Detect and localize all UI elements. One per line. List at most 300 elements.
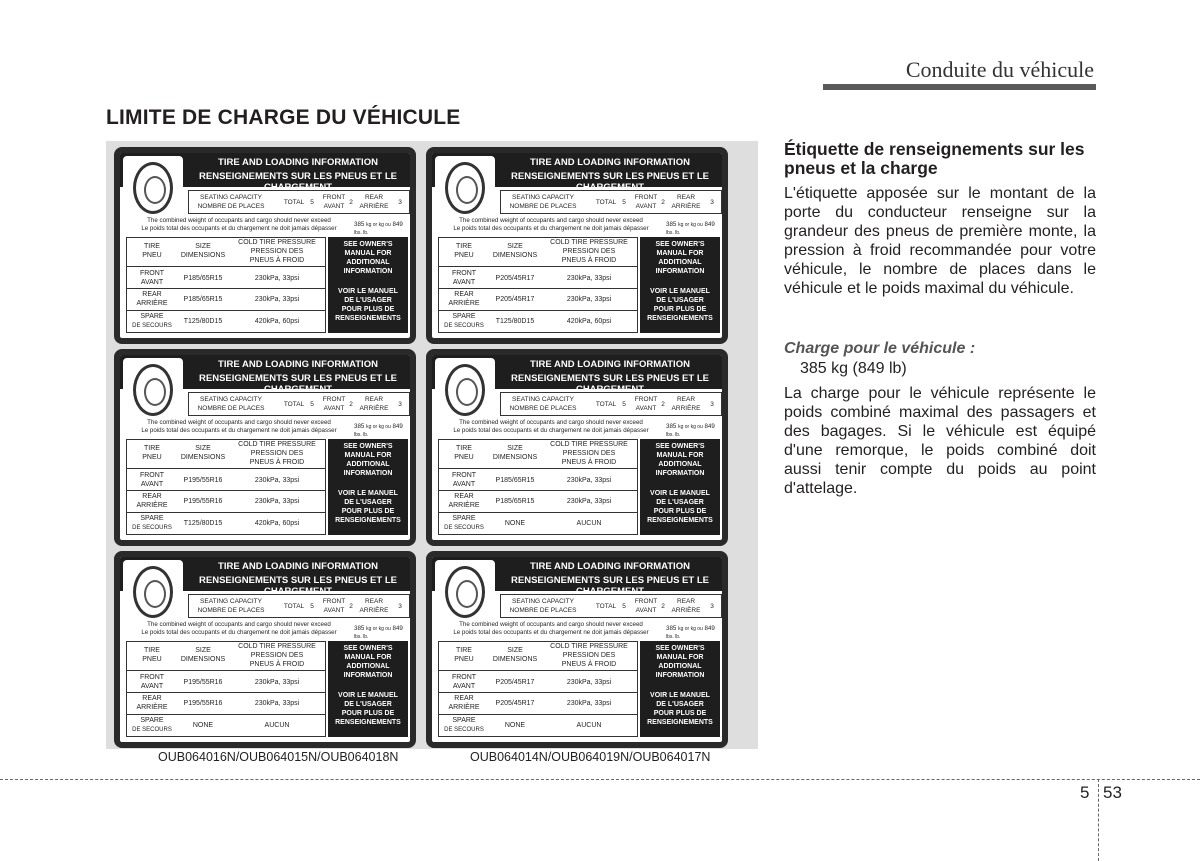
rear-size: P205/45R17 [495,296,535,303]
front-value: 2 [349,401,353,408]
weight-kg-unit: kg or kg ou [366,626,391,632]
weight-kg: 385 [354,625,365,632]
note-line: VOIR LE MANUEL [650,692,710,699]
rear-pressure: 230kPa, 33psi [254,296,300,303]
col-tire: TIRE [456,243,472,250]
note-fr [328,287,408,323]
row-spare: SPARE [140,717,164,724]
table-rule [439,288,637,289]
row-spare: SPARE [140,313,164,320]
col-size: SIZE [195,243,211,250]
chapter-title: Conduite du véhicule [905,57,1094,82]
label-title-fr: RENSEIGNEMENTS SUR LES PNEUS ET LE CHARGEMENT [511,373,709,395]
table-rule [127,310,325,311]
row-rear-fr: ARRIÈRE [448,300,480,307]
section-title: LIMITE DE CHARGE DU VÉHICULE [106,106,461,129]
seating-capacity-row [188,190,410,214]
front-label-fr: AVANT [323,607,345,614]
col-pressure: COLD TIRE PRESSURE [550,441,628,448]
rear-pressure: 230kPa, 33psi [254,700,300,707]
subheading: Étiquette de renseignements sur les pneus et la charge [784,139,1085,178]
spare-size: T125/80D15 [495,318,535,325]
spare-pressure: AUCUN [576,722,602,729]
note-en [328,644,408,680]
col-pressure: COLD TIRE PRESSURE [238,441,316,448]
weight-lbs: 849 [704,221,715,228]
rear-value: 3 [398,603,402,610]
rear-size: P205/45R17 [495,700,535,707]
col-size-fr: DIMENSIONS [180,454,226,461]
col-size: SIZE [507,647,523,654]
row-front-fr: AVANT [452,683,476,690]
tire-label-6 [426,551,728,748]
seating-label-en: SEATING CAPACITY [200,396,262,403]
rear-label: REAR [364,194,384,201]
tire-label-2 [426,147,728,344]
label-title-en: TIRE AND LOADING INFORMATION [218,561,378,572]
row-rear-fr: ARRIÈRE [136,502,168,509]
weight-row [128,217,410,235]
col-pressure: COLD TIRE PRESSURE [238,643,316,650]
note-line: DE L'USAGER [344,701,392,708]
note-fr [328,489,408,525]
header-rule [823,84,1096,90]
rear-label: REAR [676,194,696,201]
row-rear-fr: ARRIÈRE [448,502,480,509]
rear-size: P195/55R16 [183,700,223,707]
label-title-en: TIRE AND LOADING INFORMATION [218,359,378,370]
row-spare-fr: DE SECOURS [132,727,172,733]
table-rule [439,512,637,513]
spare-pressure: 420kPa, 60psi [254,318,300,325]
front-label: FRONT [634,598,658,605]
note-line: RENSEIGNEMENTS [647,315,713,322]
note-line: DE L'USAGER [344,499,392,506]
wheel-icon-box [123,560,183,624]
col-tire-fr: PNEU [142,252,162,259]
note-en [328,442,408,478]
tire-table [438,641,638,737]
row-rear-fr: ARRIÈRE [136,300,168,307]
note-line: MANUAL FOR [344,250,392,257]
wheel-icon [133,566,173,618]
note-fr [640,489,720,525]
weight-kg-unit: kg or kg ou [678,222,703,228]
label-title-en: TIRE AND LOADING INFORMATION [530,157,690,168]
rear-value: 3 [710,603,714,610]
row-front-fr: AVANT [452,481,476,488]
note-line: RENSEIGNEMENTS [335,517,401,524]
row-rear-fr: ARRIÈRE [448,704,480,711]
front-pressure: 230kPa, 33psi [254,477,300,484]
paragraph-label-info: L'étiquette apposée sur le montant de la porte du conducteur renseigne sur la grandeur des pneus de première monte, la pression à froid recommandée pour votre véhicule, le nombre de places dans le véhicule et le poids maximal du véhicule. [784,185,1096,297]
weight-row [128,621,410,639]
row-rear: REAR [142,291,162,298]
weight-kg-unit: kg or kg ou [366,222,391,228]
total-label: TOTAL [595,401,617,408]
row-rear: REAR [454,695,474,702]
table-rule [127,692,325,693]
front-label-fr: AVANT [323,203,345,210]
footer-divider [1098,779,1099,861]
note-line: POUR PLUS DE [341,306,395,313]
seating-label-fr: NOMBRE DE PLACES [509,203,577,210]
table-rule [127,714,325,715]
rear-pressure: 230kPa, 33psi [566,700,612,707]
rear-size: P195/55R16 [183,498,223,505]
table-rule [439,714,637,715]
front-size: P195/55R16 [183,679,223,686]
tire-table [126,439,326,535]
footer-rule [0,779,1200,780]
spare-size: T125/80D15 [183,520,223,527]
table-rule [127,288,325,289]
note-line: DE L'USAGER [656,701,704,708]
col-size-fr: DIMENSIONS [180,656,226,663]
table-rule [127,468,325,469]
front-value: 2 [349,199,353,206]
charge-value: 385 kg (849 lb) [800,360,907,377]
row-front: FRONT [451,674,477,681]
row-rear: REAR [142,493,162,500]
tire-label-1 [114,147,416,344]
note-line: POUR PLUS DE [341,710,395,717]
total-value: 5 [622,603,626,610]
front-label-fr: AVANT [635,405,657,412]
col-tire: TIRE [144,243,160,250]
rear-label-fr: ARRIÈRE [671,607,701,614]
col-tire-fr: PNEU [142,656,162,663]
col-tire-fr: PNEU [454,454,474,461]
note-line: ADDITIONAL [346,259,390,266]
tire-table [126,641,326,737]
row-spare: SPARE [452,717,476,724]
note-line: RENSEIGNEMENTS [335,315,401,322]
weight-values [354,423,410,439]
total-label: TOTAL [283,199,305,206]
row-spare: SPARE [452,313,476,320]
rear-pressure: 230kPa, 33psi [566,296,612,303]
tire-label-5 [114,551,416,748]
note-line: SEE OWNER'S [655,645,705,652]
weight-row [440,217,722,235]
seating-label-fr: NOMBRE DE PLACES [197,203,265,210]
col-pressure-fr1: PRESSION DES [562,248,616,255]
col-pressure: COLD TIRE PRESSURE [550,643,628,650]
weight-kg: 385 [354,221,365,228]
rear-value: 3 [710,401,714,408]
wheel-icon [133,162,173,214]
row-front: FRONT [451,270,477,277]
rear-label: REAR [676,598,696,605]
spare-size: NONE [504,520,526,527]
total-label: TOTAL [283,603,305,610]
weight-lbs: 849 [704,423,715,430]
rear-value: 3 [710,199,714,206]
front-pressure: 230kPa, 33psi [566,477,612,484]
row-spare: SPARE [140,515,164,522]
weight-row [440,419,722,437]
col-tire: TIRE [144,445,160,452]
label-title-fr: RENSEIGNEMENTS SUR LES PNEUS ET LE CHARGEMENT [199,171,397,193]
weight-lbs-unit: lbs. lb. [354,634,369,640]
rear-value: 3 [398,199,402,206]
row-spare-fr: DE SECOURS [444,323,484,329]
tire-table [438,237,638,333]
weight-text-fr: Le poids total des occupants et du chargement ne doit jamais dépasser [453,629,649,636]
rear-label-fr: ARRIÈRE [359,607,389,614]
weight-lbs: 849 [392,221,403,228]
note-fr [640,691,720,727]
spare-pressure: AUCUN [576,520,602,527]
spare-size: T125/80D15 [183,318,223,325]
front-size: P185/65R15 [495,477,535,484]
weight-lbs: 849 [392,625,403,632]
front-size: P205/45R17 [495,275,535,282]
note-line: RENSEIGNEMENTS [647,517,713,524]
tire-table [438,439,638,535]
weight-kg-unit: kg or kg ou [678,424,703,430]
row-front: FRONT [139,674,165,681]
weight-values [666,625,722,641]
seating-label-en: SEATING CAPACITY [512,396,574,403]
front-value: 2 [661,603,665,610]
rear-label: REAR [364,598,384,605]
weight-lbs-unit: lbs. lb. [666,432,681,438]
note-line: INFORMATION [655,268,705,275]
note-line: POUR PLUS DE [653,306,707,313]
col-pressure-fr2: PNEUS À FROID [561,661,617,668]
note-line: MANUAL FOR [344,654,392,661]
front-value: 2 [661,401,665,408]
seating-label-fr: NOMBRE DE PLACES [197,405,265,412]
table-rule [127,266,325,267]
row-front-fr: AVANT [140,683,164,690]
weight-text-en: The combined weight of occupants and cargo should never exceed [459,621,643,628]
paragraph-charge: La charge pour le véhicule représente le poids combiné maximal des passagers et des bagages. Si le véhicule est équipé d'une remorque, le poids combiné doit aussi tenir compte du poids au point d'attelage. [784,385,1096,497]
col-size-fr: DIMENSIONS [492,454,538,461]
row-spare-fr: DE SECOURS [132,525,172,531]
front-value: 2 [661,199,665,206]
page-number: 53 [1103,783,1122,802]
weight-text-en: The combined weight of occupants and cargo should never exceed [147,621,331,628]
table-rule [439,310,637,311]
owners-manual-note [640,439,720,535]
table-rule [439,490,637,491]
wheel-icon-box [123,358,183,422]
front-pressure: 230kPa, 33psi [566,679,612,686]
table-rule [439,692,637,693]
weight-text-fr: Le poids total des occupants et du chargement ne doit jamais dépasser [141,629,337,636]
label-title-en: TIRE AND LOADING INFORMATION [530,359,690,370]
weight-values [354,221,410,237]
col-size-fr: DIMENSIONS [492,252,538,259]
total-value: 5 [310,199,314,206]
row-rear: REAR [454,493,474,500]
table-rule [439,670,637,671]
note-line: ADDITIONAL [346,663,390,670]
rear-label-fr: ARRIÈRE [359,203,389,210]
seating-label-en: SEATING CAPACITY [512,598,574,605]
col-pressure: COLD TIRE PRESSURE [238,239,316,246]
spare-pressure: 420kPa, 60psi [254,520,300,527]
rear-label: REAR [676,396,696,403]
weight-values [354,625,410,641]
weight-lbs: 849 [704,625,715,632]
col-pressure-fr1: PRESSION DES [250,248,304,255]
table-rule [439,266,637,267]
table-rule [127,490,325,491]
col-pressure-fr1: PRESSION DES [250,652,304,659]
note-line: VOIR LE MANUEL [650,288,710,295]
row-front: FRONT [451,472,477,479]
rear-label: REAR [364,396,384,403]
owners-manual-note [640,237,720,333]
wheel-icon-box [435,560,495,624]
note-line: INFORMATION [343,268,393,275]
front-pressure: 230kPa, 33psi [254,275,300,282]
col-pressure: COLD TIRE PRESSURE [550,239,628,246]
col-tire-fr: PNEU [454,656,474,663]
front-pressure: 230kPa, 33psi [566,275,612,282]
weight-lbs-unit: lbs. lb. [666,230,681,236]
note-line: SEE OWNER'S [655,443,705,450]
weight-values [666,423,722,439]
spare-pressure: 420kPa, 60psi [566,318,612,325]
label-title-fr: RENSEIGNEMENTS SUR LES PNEUS ET LE CHARGEMENT [199,575,397,597]
tire-label-3 [114,349,416,546]
seating-capacity-row [188,392,410,416]
tire-label-4 [426,349,728,546]
tire-table [126,237,326,333]
weight-lbs-unit: lbs. lb. [666,634,681,640]
col-tire-fr: PNEU [454,252,474,259]
front-label: FRONT [634,194,658,201]
note-line: VOIR LE MANUEL [338,490,398,497]
note-line: RENSEIGNEMENTS [335,719,401,726]
row-rear: REAR [142,695,162,702]
row-rear-fr: ARRIÈRE [136,704,168,711]
weight-text-fr: Le poids total des occupants et du chargement ne doit jamais dépasser [141,225,337,232]
total-label: TOTAL [595,199,617,206]
wheel-icon-box [123,156,183,220]
note-line: POUR PLUS DE [653,508,707,515]
rear-size: P185/65R15 [495,498,535,505]
col-size: SIZE [507,243,523,250]
weight-text-en: The combined weight of occupants and cargo should never exceed [147,419,331,426]
rear-pressure: 230kPa, 33psi [254,498,300,505]
weight-text-en: The combined weight of occupants and cargo should never exceed [459,419,643,426]
weight-kg: 385 [354,423,365,430]
front-label-fr: AVANT [323,405,345,412]
wheel-icon [445,162,485,214]
note-line: INFORMATION [343,470,393,477]
seating-label-en: SEATING CAPACITY [512,194,574,201]
note-en [640,442,720,478]
rear-pressure: 230kPa, 33psi [566,498,612,505]
label-title-fr: RENSEIGNEMENTS SUR LES PNEUS ET LE CHARGEMENT [199,373,397,395]
note-line: SEE OWNER'S [655,241,705,248]
wheel-icon [445,566,485,618]
figure-caption-right: OUB064014N/OUB064019N/OUB064017N [470,750,711,764]
weight-kg: 385 [666,221,677,228]
row-front-fr: AVANT [452,279,476,286]
charge-heading: Charge pour le véhicule : [784,340,976,357]
label-title-fr: RENSEIGNEMENTS SUR LES PNEUS ET LE CHARGEMENT [511,575,709,597]
front-label: FRONT [634,396,658,403]
note-line: VOIR LE MANUEL [338,692,398,699]
total-value: 5 [622,199,626,206]
note-line: INFORMATION [655,672,705,679]
col-size: SIZE [195,647,211,654]
note-line: RENSEIGNEMENTS [647,719,713,726]
col-pressure-fr1: PRESSION DES [562,652,616,659]
rear-label-fr: ARRIÈRE [671,405,701,412]
weight-kg: 385 [666,625,677,632]
row-spare: SPARE [452,515,476,522]
weight-lbs-unit: lbs. lb. [354,230,369,236]
seating-label-en: SEATING CAPACITY [200,194,262,201]
total-value: 5 [310,603,314,610]
note-line: INFORMATION [655,470,705,477]
total-label: TOTAL [283,401,305,408]
col-pressure-fr2: PNEUS À FROID [249,257,305,264]
note-line: MANUAL FOR [344,452,392,459]
weight-kg: 385 [666,423,677,430]
weight-kg-unit: kg or kg ou [678,626,703,632]
total-value: 5 [622,401,626,408]
section-number: 5 [1080,783,1090,802]
spare-size: NONE [192,722,214,729]
note-line: DE L'USAGER [656,499,704,506]
weight-kg-unit: kg or kg ou [366,424,391,430]
rear-value: 3 [398,401,402,408]
front-label: FRONT [322,194,346,201]
note-line: MANUAL FOR [656,250,704,257]
owners-manual-note [328,641,408,737]
seating-label-fr: NOMBRE DE PLACES [509,405,577,412]
note-fr [328,691,408,727]
weight-values [666,221,722,237]
note-en [640,644,720,680]
note-line: ADDITIONAL [658,259,702,266]
wheel-icon-box [435,358,495,422]
col-pressure-fr2: PNEUS À FROID [249,661,305,668]
front-size: P195/55R16 [183,477,223,484]
col-pressure-fr2: PNEUS À FROID [561,459,617,466]
note-en [328,240,408,276]
note-line: SEE OWNER'S [343,241,393,248]
row-spare-fr: DE SECOURS [132,323,172,329]
front-value: 2 [349,603,353,610]
col-tire-fr: PNEU [142,454,162,461]
note-line: INFORMATION [343,672,393,679]
weight-text-en: The combined weight of occupants and cargo should never exceed [459,217,643,224]
weight-text-fr: Le poids total des occupants et du chargement ne doit jamais dépasser [453,427,649,434]
note-line: MANUAL FOR [656,452,704,459]
total-value: 5 [310,401,314,408]
rear-label-fr: ARRIÈRE [359,405,389,412]
front-pressure: 230kPa, 33psi [254,679,300,686]
figure-caption-left: OUB064016N/OUB064015N/OUB064018N [158,750,399,764]
col-pressure-fr2: PNEUS À FROID [249,459,305,466]
row-front-fr: AVANT [140,279,164,286]
weight-lbs-unit: lbs. lb. [354,432,369,438]
front-label: FRONT [322,598,346,605]
rear-label-fr: ARRIÈRE [671,203,701,210]
col-tire: TIRE [144,647,160,654]
col-size-fr: DIMENSIONS [492,656,538,663]
